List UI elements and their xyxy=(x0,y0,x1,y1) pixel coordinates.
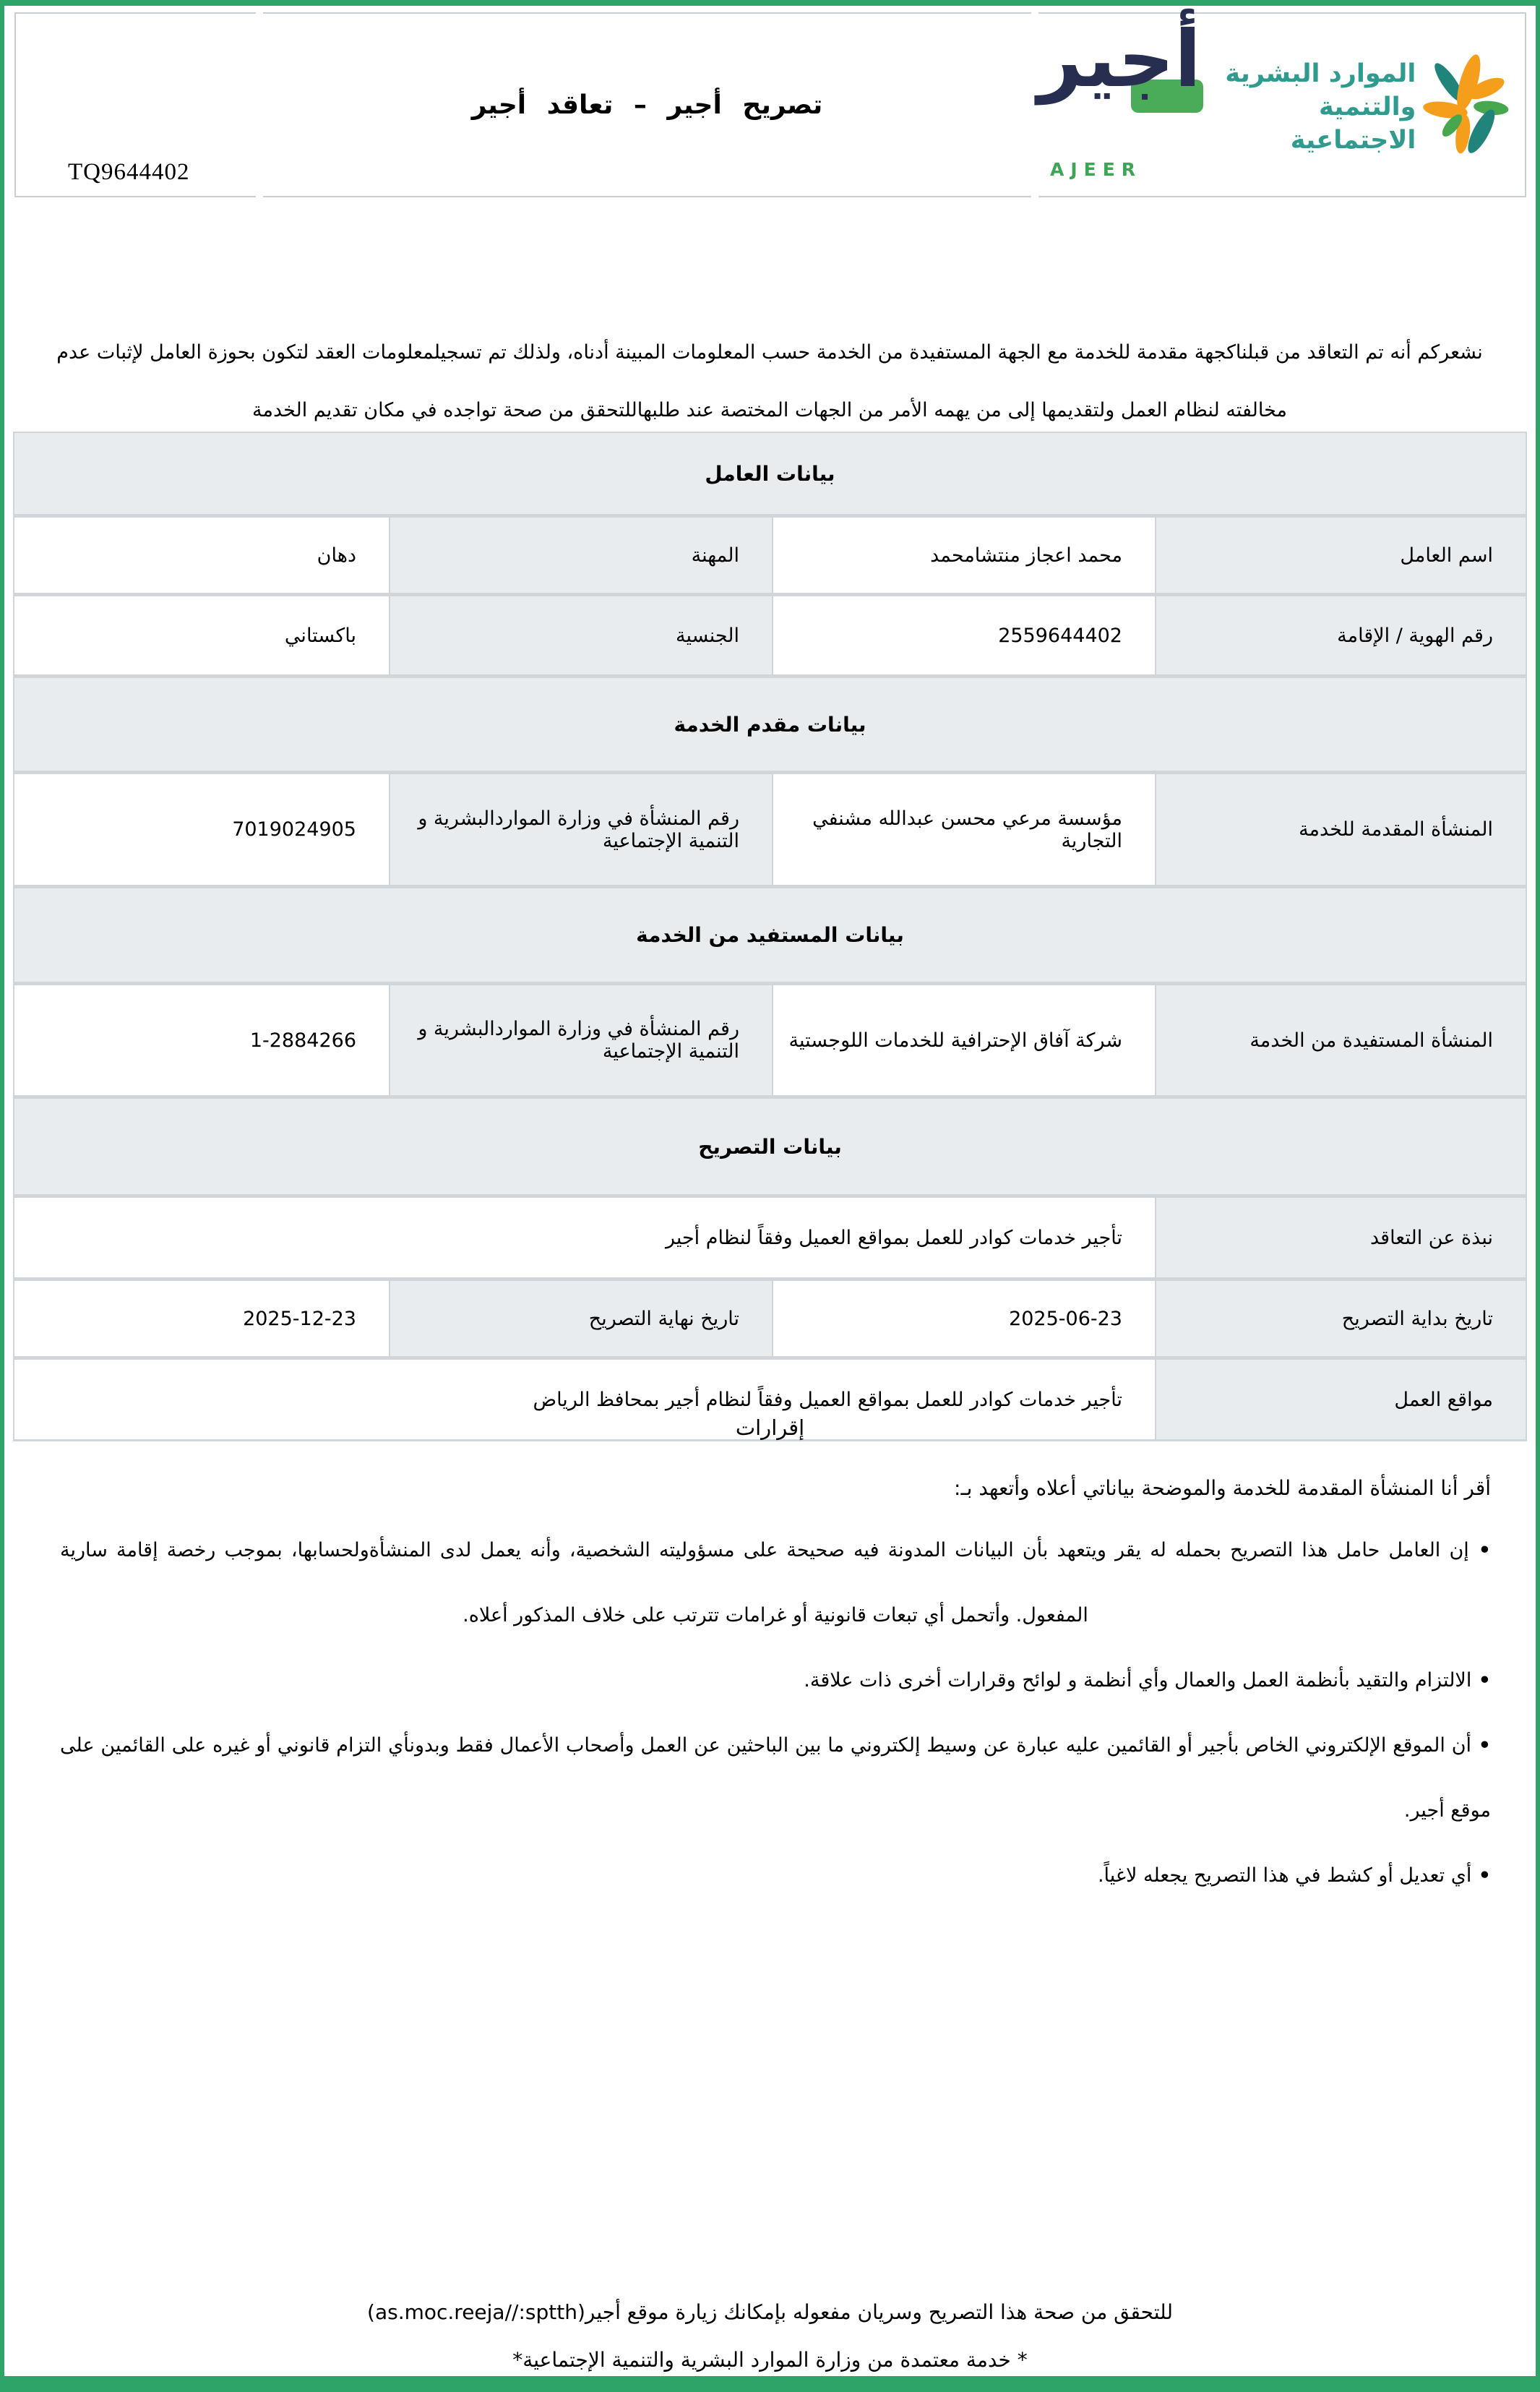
worker-id-label: رقم الهوية / الإقامة xyxy=(1156,595,1526,677)
worker-section-title: بيانات العامل xyxy=(14,432,1526,516)
permit-end-label: تاريخ نهاية التصريح xyxy=(390,1279,773,1358)
intro-paragraph: نشعركم أنه تم التعاقد من قبلناكجهة مقدمة للخدمة مع الجهة المستفيدة من الخدمة حسب المعلومات المبينة أدناه، ولذلك تم تسجيلمعلومات العقد لتكون بحوزة العامل لإثبات عدم مخالفته لنظام العمل ولتقديمها إلى من يهمه الأمر من الجهات المختصة عند طلبهاللتحقق من صحة تواجده في مكان تقديم الخدمة xyxy=(56,341,1483,421)
beneficiary-number-value: 1-2884266 xyxy=(14,984,390,1097)
ministry-wordmark-line1: الموارد البشرية xyxy=(1225,59,1416,88)
page-border-top xyxy=(0,0,1540,6)
document-header xyxy=(14,12,1526,197)
provider-number-label: رقم المنشأة في وزارة المواردالبشرية و التنمية الإجتماعية xyxy=(390,773,773,887)
permit-about-value: تأجير خدمات كوادر للعمل بمواقع العميل وفقاً لنظام أجير xyxy=(14,1196,1156,1279)
page-title: تصريح أجير – تعاقد أجير xyxy=(471,90,823,120)
page-border-left xyxy=(0,0,4,2392)
worker-id-value: 2559644402 xyxy=(773,595,1156,677)
table-row xyxy=(14,595,1526,677)
beneficiary-name-label: المنشأة المستفيدة من الخدمة xyxy=(1156,984,1526,1097)
section-header-beneficiary xyxy=(14,887,1526,984)
permit-about-label: نبذة عن التعاقد xyxy=(1156,1196,1526,1279)
ajeer-latin-wordmark: AJEER xyxy=(1050,158,1143,180)
permit-locations-label: مواقع العمل xyxy=(1156,1358,1526,1441)
section-header-worker xyxy=(14,432,1526,516)
declarations-title: إقرارات xyxy=(735,1415,805,1440)
ministry-logo xyxy=(1221,42,1518,172)
footer-approved-note: * خدمة معتمدة من وزارة الموارد البشرية والتنمية الإجتماعية* xyxy=(512,2348,1028,2372)
permit-number: TQ9644402 xyxy=(68,159,190,185)
section-header-provider xyxy=(14,677,1526,773)
worker-nationality-value: باكستاني xyxy=(14,595,390,677)
ministry-emblem-icon xyxy=(1420,42,1518,172)
header-left-cell xyxy=(14,12,256,197)
permit-start-value: 2025-06-23 xyxy=(773,1279,1156,1358)
permit-info-table xyxy=(13,432,1527,1441)
permit-start-label: تاريخ بداية التصريح xyxy=(1156,1279,1526,1358)
worker-profession-label: المهنة xyxy=(390,516,773,595)
section-header-permit xyxy=(14,1097,1526,1196)
table-row xyxy=(14,516,1526,595)
beneficiary-number-label: رقم المنشأة في وزارة المواردالبشرية و التنمية الإجتماعية xyxy=(390,984,773,1097)
provider-section-title: بيانات مقدم الخدمة xyxy=(14,677,1526,773)
declaration-item: • الالتزام والتقيد بأنظمة العمل والعمال وأي أنظمة و لوائح وقرارات أخرى ذات علاقة. xyxy=(60,1648,1491,1713)
worker-nationality-label: الجنسية xyxy=(390,595,773,677)
ministry-wordmark xyxy=(1221,57,1416,157)
page-border-right xyxy=(1536,0,1540,2392)
worker-name-value: محمد اعجاز منتشامحمد xyxy=(773,516,1156,595)
footer-verification-note: للتحقق من صحة هذا التصريح وسريان مفعوله بإمكانك زيارة موقع أجير(as.moc.reeja//:sptth) xyxy=(367,2300,1173,2324)
declaration-item: • أن الموقع الإلكتروني الخاص بأجير أو القائمين عليه عبارة عن وسيط إلكتروني ما بين الباحثين عن العمل وأصحاب الأعمال فقط وبدونأي التزام قانوني أو غيره على القائمين على موقع أجير. xyxy=(60,1713,1491,1843)
table-row xyxy=(14,984,1526,1097)
beneficiary-name-value: شركة آفاق الإحترافية للخدمات اللوجستية xyxy=(773,984,1156,1097)
worker-name-label: اسم العامل xyxy=(1156,516,1526,595)
worker-profession-value: دهان xyxy=(14,516,390,595)
declarations-list xyxy=(60,1518,1491,1908)
page-border-bottom xyxy=(0,2376,1540,2392)
provider-name-label: المنشأة المقدمة للخدمة xyxy=(1156,773,1526,887)
table-row xyxy=(14,773,1526,887)
ajeer-logo xyxy=(1037,14,1202,183)
ministry-wordmark-line2: والتنمية الاجتماعية xyxy=(1290,93,1416,155)
table-row xyxy=(14,1196,1526,1279)
provider-name-value: مؤسسة مرعي محسن عبدالله مشنفي التجارية xyxy=(773,773,1156,887)
declaration-item: • أي تعديل أو كشط في هذا التصريح يجعله لاغياً. xyxy=(60,1843,1491,1908)
header-logos-cell xyxy=(1038,12,1526,197)
permit-end-value: 2025-12-23 xyxy=(14,1279,390,1358)
declarations-intro: أقر أنا المنشأة المقدمة للخدمة والموضحة بياناتي أعلاه وأتعهد بـ: xyxy=(954,1476,1491,1500)
permit-locations-value: تأجير خدمات كوادر للعمل بمواقع العميل وفقاً لنظام أجير بمحافظ الرياض xyxy=(14,1358,1156,1441)
table-row xyxy=(14,1279,1526,1358)
beneficiary-section-title: بيانات المستفيد من الخدمة xyxy=(14,887,1526,984)
header-title-cell xyxy=(263,12,1031,197)
declaration-item: • إن العامل حامل هذا التصريح بحمله له يقر ويتعهد بأن البيانات المدونة فيه صحيحة على مسؤوليته الشخصية، وأنه يعمل لدى المنشأةولحسابها، بموجب رخصة إقامة سارية المفعول. وأتحمل أي تبعات قانونية أو غرامات تترتب على خلاف المذكور أعلاه. xyxy=(60,1518,1491,1648)
ajeer-arabic-wordmark: أجير xyxy=(1037,14,1202,105)
provider-number-value: 7019024905 xyxy=(14,773,390,887)
permit-section-title: بيانات التصريح xyxy=(14,1097,1526,1196)
